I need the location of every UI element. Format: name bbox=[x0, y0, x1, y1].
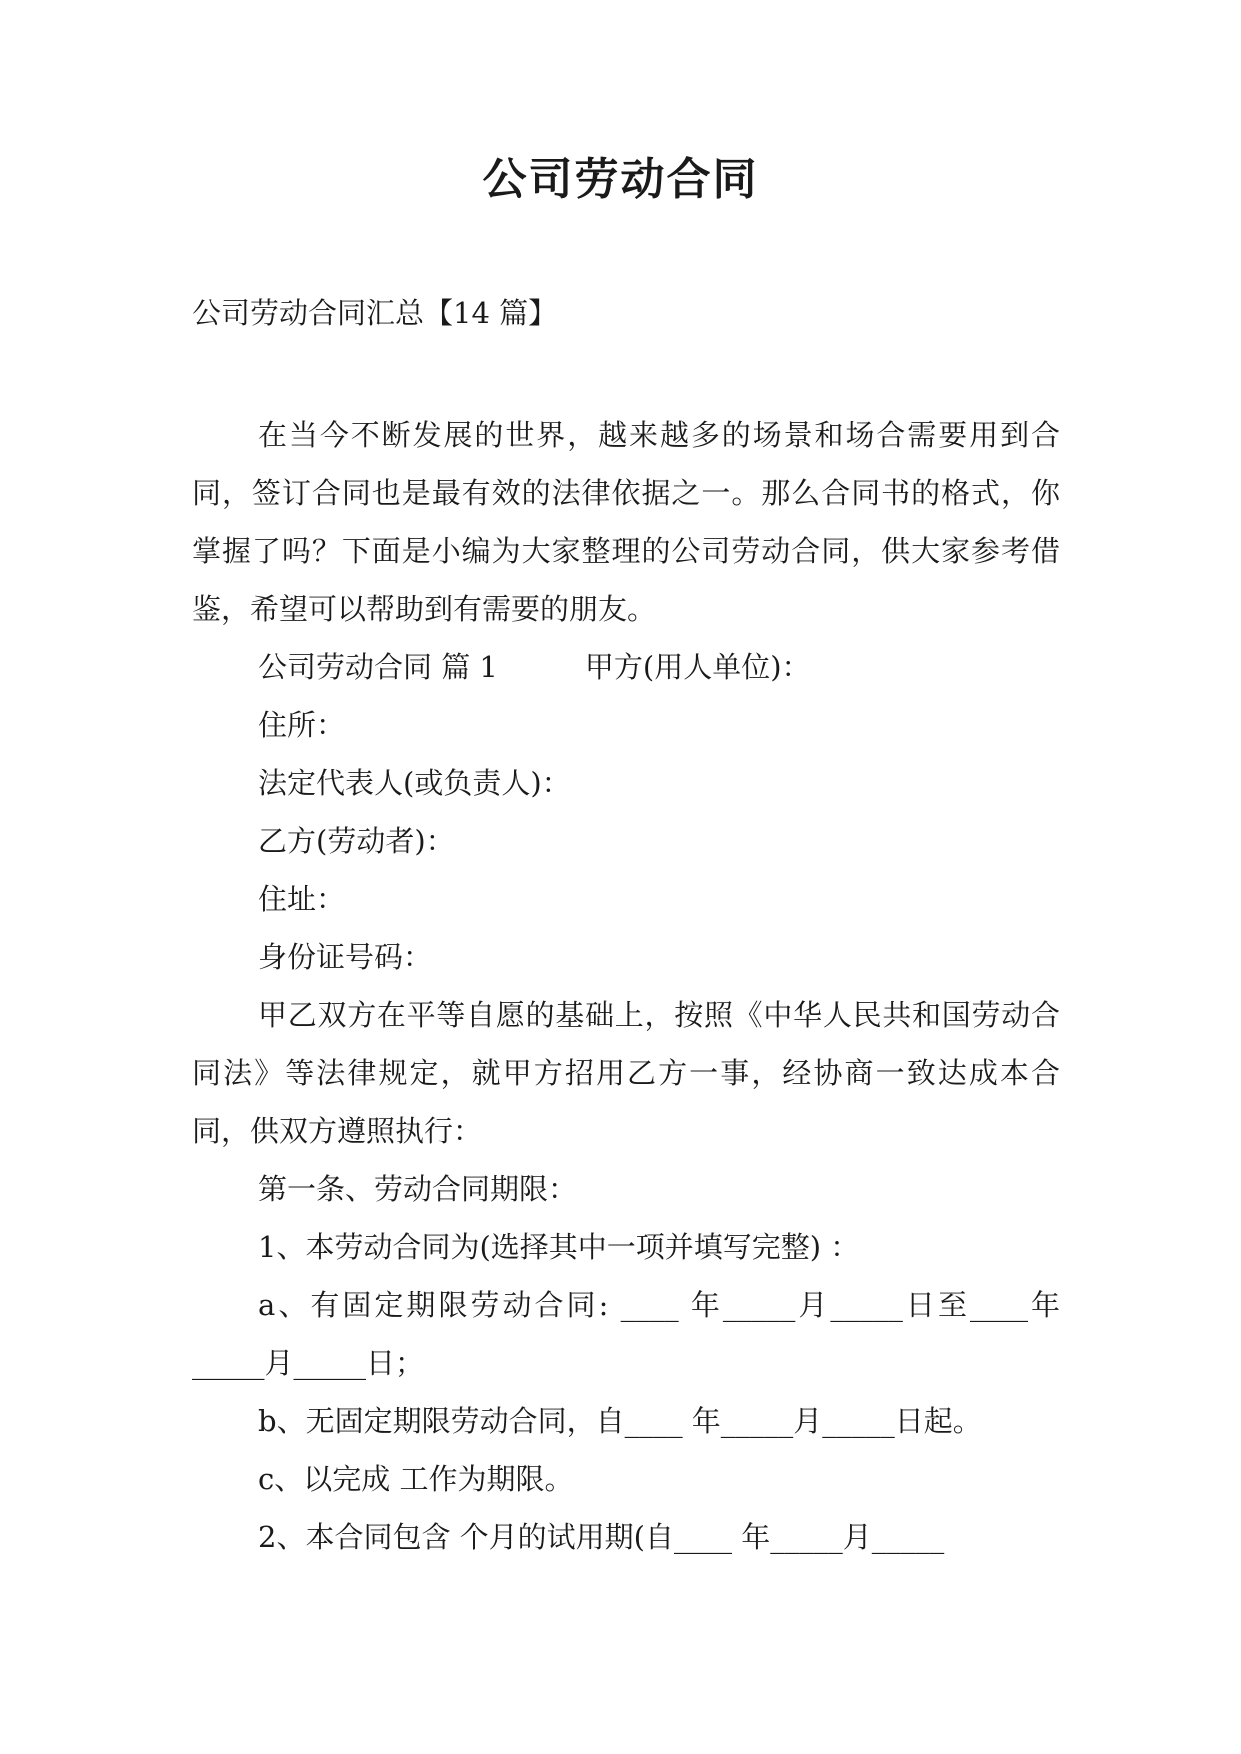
clause-1: 1、本劳动合同为(选择其中一项并填写完整) ： bbox=[258, 1230, 860, 1264]
field-party-b: 乙方(劳动者)： bbox=[258, 824, 455, 858]
clause-1b: b、无固定期限劳动合同，自____ 年_____月_____日起。 bbox=[258, 1404, 982, 1438]
contract-heading-party-a: 公司劳动合同 篇 1 甲方(用人单位)： bbox=[258, 650, 811, 684]
intro-paragraph: 在当今不断发展的世界，越来越多的场景和场合需要用到合同，签订合同也是最有效的法律依据之一。那么合同书的格式，你掌握了吗？下面是小编为大家整理的公司劳动合同，供大家参考借鉴，希望可以帮助到有需要的朋友。 bbox=[192, 418, 1060, 626]
clause-1a: a、有固定期限劳动合同: ____ 年_____月_____日至____年_____月_____日； bbox=[192, 1288, 1060, 1380]
field-address-a: 住所： bbox=[258, 708, 346, 742]
article-one-heading: 第一条、劳动合同期限： bbox=[258, 1172, 578, 1206]
agreement-paragraph: 甲乙双方在平等自愿的基础上，按照《中华人民共和国劳动合同法》等法律规定，就甲方招用乙方一事，经协商一致达成本合同，供双方遵照执行： bbox=[192, 998, 1060, 1148]
field-address-b: 住址： bbox=[258, 882, 346, 916]
document-subtitle: 公司劳动合同汇总【14 篇】 bbox=[192, 296, 558, 330]
field-legal-representative: 法定代表人(或负责人)： bbox=[258, 766, 571, 800]
document-body bbox=[192, 406, 1060, 1566]
clause-2: 2、本合同包含 个月的试用期(自____ 年_____月_____ bbox=[258, 1520, 945, 1554]
field-id-number: 身份证号码： bbox=[258, 940, 433, 974]
clause-1c: c、以完成 工作为期限。 bbox=[258, 1462, 574, 1496]
document-title: 公司劳动合同 bbox=[482, 154, 759, 205]
